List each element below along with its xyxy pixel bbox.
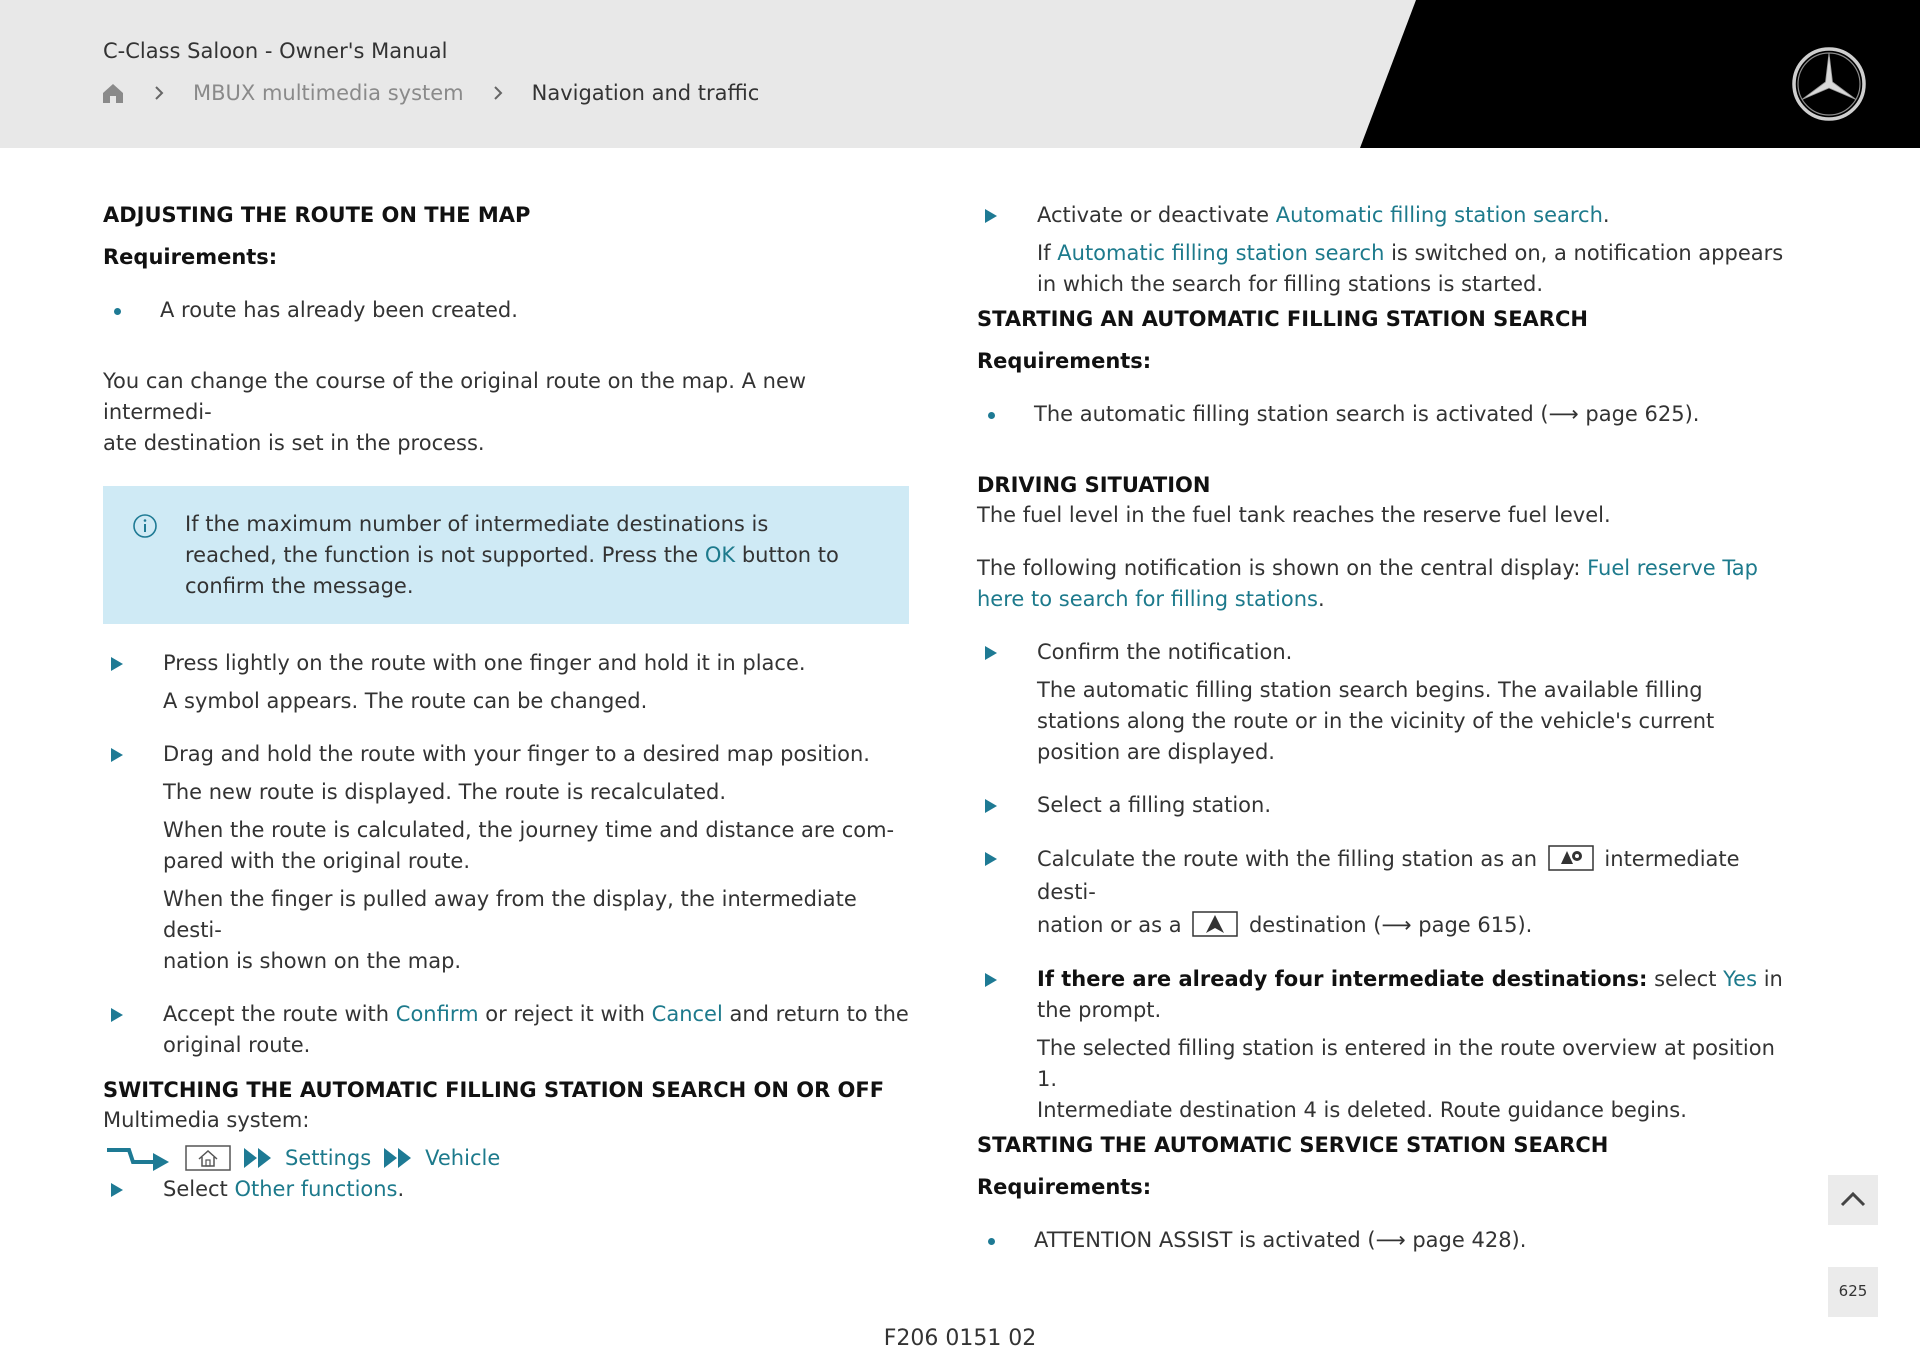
chevron-right-icon [490, 85, 506, 101]
notification-paragraph [977, 553, 1787, 615]
step-arrow-icon [111, 1008, 123, 1022]
section-heading: SWITCHING THE AUTOMATIC FILLING STATION SEARCH ON OR OFF [103, 1078, 885, 1102]
path-arrow-icon [103, 1144, 173, 1172]
step-result-text: is switched on, a notification appears in which the search for filling stations is started. [1037, 241, 1784, 296]
header [0, 0, 1920, 148]
step-text: . [397, 1177, 405, 1201]
section-heading: STARTING THE AUTOMATIC SERVICE STATION SEARCH [977, 1133, 1609, 1157]
instruction-step [977, 964, 1787, 1126]
document-title: C-Class Saloon - Owner's Manual [103, 39, 448, 63]
instruction-step [977, 843, 1787, 942]
step-arrow-icon [111, 748, 123, 762]
fuel-reserve-notification-link[interactable]: Fuel reserve Tap here to search for filling stations [977, 556, 1758, 611]
step-result: The new route is displayed. The route is recalculated. [163, 780, 726, 804]
step-result-line: Intermediate destination 4 is deleted. Route guidance begins. [1037, 1098, 1687, 1122]
step-result [1037, 238, 1787, 300]
info-box [103, 486, 909, 624]
step-result-line: The selected filling station is entered in the route overview at position 1. [1037, 1036, 1775, 1091]
requirement-item: The automatic filling station search is activated (⟶ page 625). [977, 399, 1787, 430]
ok-button-link[interactable]: OK [704, 543, 736, 567]
step-result: The automatic filling station search begins. The available filling stations along the route or in the vicinity of the vehicle's current position are displayed. [1037, 678, 1715, 764]
step-result: A symbol appears. The route can be changed. [163, 689, 648, 713]
yes-link[interactable]: Yes [1723, 967, 1758, 991]
breadcrumb [101, 81, 759, 105]
step-arrow-icon [985, 852, 997, 866]
step-text: Press lightly on the route with one finger and hold it in place. [163, 651, 806, 675]
requirements-label: Requirements: [103, 245, 278, 269]
left-column [103, 200, 909, 1205]
double-chevron-icon [243, 1147, 275, 1169]
chevron-right-icon [151, 85, 167, 101]
step-text: Activate or deactivate [1037, 203, 1276, 227]
menu-path [103, 1142, 909, 1174]
breadcrumb-item-mbux[interactable]: MBUX multimedia system [193, 81, 464, 105]
instruction-step [977, 637, 1787, 768]
auto-filling-station-search-link[interactable]: Automatic filling station search [1275, 203, 1603, 227]
step-arrow-icon [985, 209, 997, 223]
document-code: F206 0151 02 [883, 1326, 1037, 1351]
step-text: or reject it with [478, 1002, 652, 1026]
step-result [1037, 1033, 1787, 1126]
home-button-icon [185, 1144, 231, 1172]
auto-filling-station-search-link[interactable]: Automatic filling station search [1057, 241, 1385, 265]
intro-line: ate destination is set in the process. [103, 431, 485, 455]
other-functions-link[interactable]: Other functions [234, 1177, 398, 1201]
home-icon[interactable] [101, 81, 125, 105]
step-arrow-icon [985, 799, 997, 813]
confirm-link[interactable]: Confirm [395, 1002, 479, 1026]
multimedia-label: Multimedia system: [103, 1108, 310, 1132]
mercedes-star-logo [1791, 46, 1867, 122]
intro-line: You can change the course of the original route on the map. A new intermedi- [103, 369, 807, 424]
info-icon [132, 513, 158, 539]
info-text: button to confirm the message. [185, 543, 839, 598]
step-text: Select [163, 1177, 235, 1201]
path-settings[interactable]: Settings [285, 1145, 372, 1170]
step-result [163, 884, 909, 977]
cancel-link[interactable]: Cancel [651, 1002, 723, 1026]
instruction-step [103, 648, 909, 717]
intro-paragraph [103, 366, 909, 459]
destination-icon [1192, 911, 1238, 937]
instruction-step [977, 200, 1787, 300]
step-condition: If there are already four intermediate destinations: [1037, 967, 1648, 991]
step-result [163, 815, 909, 877]
double-chevron-icon [383, 1147, 415, 1169]
instruction-step [103, 739, 909, 977]
step-text: Drag and hold the route with your finger to a desired map position. [163, 742, 870, 766]
step-text: in the prompt. [1037, 967, 1783, 1022]
section-heading: DRIVING SITUATION [977, 473, 1211, 497]
page-navigation-button[interactable] [1828, 1267, 1878, 1317]
page-number: 625 [1838, 1282, 1868, 1300]
step-text: nation or as a [1037, 913, 1189, 937]
requirements-label: Requirements: [977, 1175, 1152, 1199]
breadcrumb-item-navigation: Navigation and traffic [531, 81, 760, 105]
instruction-step [103, 999, 909, 1061]
scroll-to-top-button[interactable] [1828, 1175, 1878, 1225]
notification-text: . [1318, 587, 1325, 611]
requirement-item: A route has already been created. [103, 295, 909, 326]
right-column [977, 200, 1787, 1256]
step-text: intermediate desti- [1037, 847, 1740, 904]
step-arrow-icon [985, 973, 997, 987]
requirement-item: ATTENTION ASSIST is activated (⟶ page 428). [977, 1225, 1787, 1256]
intermediate-destination-icon [1548, 845, 1594, 871]
step-text: select [1647, 967, 1724, 991]
instruction-step [977, 790, 1787, 821]
section-heading: ADJUSTING THE ROUTE ON THE MAP [103, 203, 531, 227]
section-heading: STARTING AN AUTOMATIC FILLING STATION SEARCH [977, 307, 1588, 331]
requirements-label: Requirements: [977, 349, 1152, 373]
step-result-line: nation is shown on the map. [163, 949, 462, 973]
instruction-step [103, 1174, 909, 1205]
step-text: destination (⟶ page 615). [1242, 913, 1533, 937]
situation-text: The fuel level in the fuel tank reaches the reserve fuel level. [977, 503, 1611, 527]
chevron-up-icon [1828, 1175, 1878, 1225]
step-result-line: When the finger is pulled away from the display, the intermediate desti- [163, 887, 857, 942]
step-result-line: pared with the original route. [163, 849, 470, 873]
step-arrow-icon [985, 646, 997, 660]
info-text: If the maximum number of intermediate destinations is reached, the function is not supported. Press the [185, 512, 769, 567]
step-text: and return to the original route. [163, 1002, 909, 1057]
path-vehicle[interactable]: Vehicle [425, 1145, 501, 1170]
step-text: Accept the route with [163, 1002, 396, 1026]
step-text: Calculate the route with the filling station as an [1037, 847, 1544, 871]
step-text: Select a filling station. [1037, 793, 1271, 817]
step-result-text: If [1037, 241, 1058, 265]
notification-text: The following notification is shown on the central display: [977, 556, 1588, 580]
step-result-line: When the route is calculated, the journey time and distance are com- [163, 818, 895, 842]
step-text: . [1602, 203, 1610, 227]
step-arrow-icon [111, 657, 123, 671]
step-text: Confirm the notification. [1037, 640, 1293, 664]
step-arrow-icon [111, 1183, 123, 1197]
